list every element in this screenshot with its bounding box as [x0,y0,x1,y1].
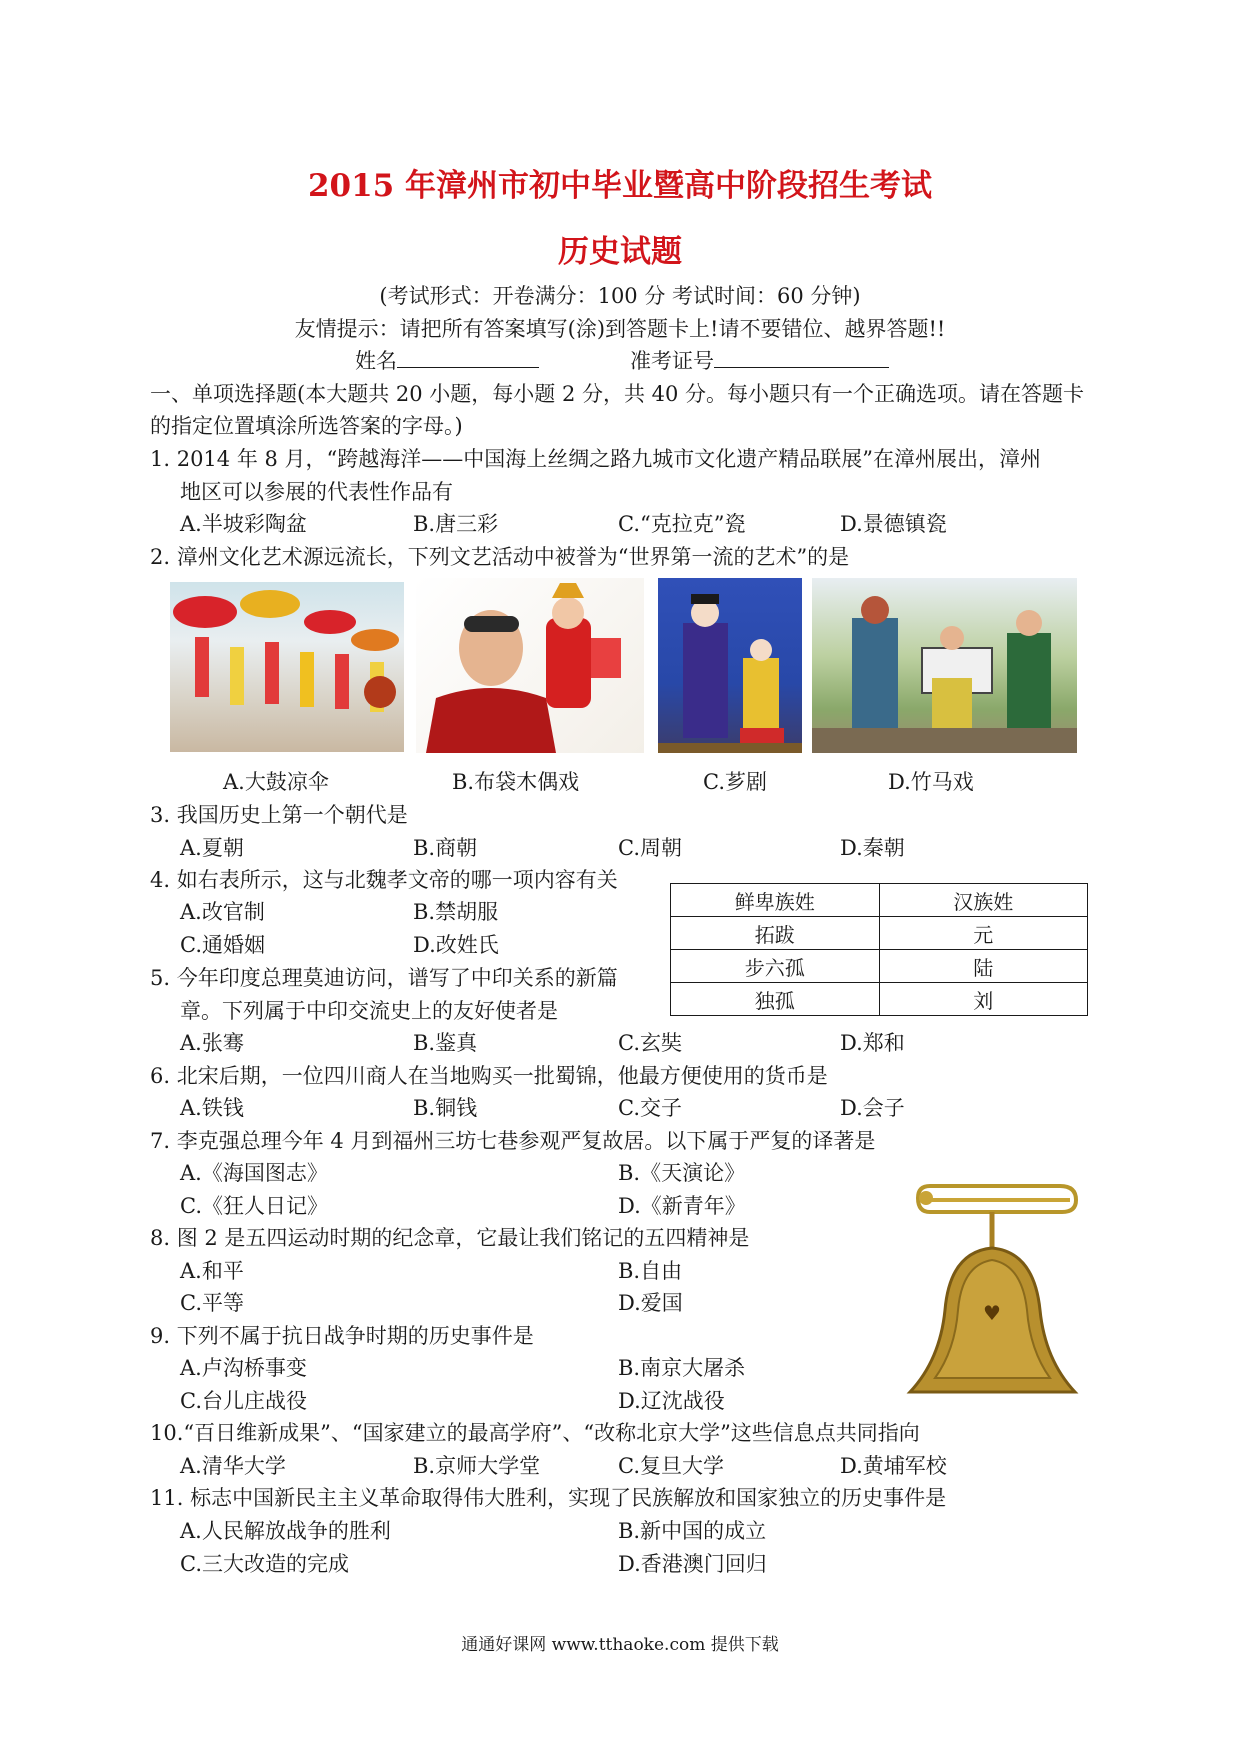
photo-drum-umbrella-dance [170,582,404,752]
q6-stem: 6. 北宋后期，一位四川商人在当地购买一批蜀锦，他最方便使用的货币是 [150,1064,828,1088]
caption-option-c: C.芗剧 [703,770,767,794]
q10-stem: 10.“百日维新成果”、“国家建立的最高学府”、“改称北京大学”这些信息点共同指向 [150,1421,920,1445]
photo-bamboo-horse-opera [812,578,1077,753]
table-row [671,917,1088,950]
q8-option-b: B.自由 [618,1259,683,1283]
q8-option-a: A.和平 [180,1259,244,1283]
table-cell: 步六孤 [671,950,880,983]
footer-source: 通通好课网 www.tthaoke.com 提供下载 [461,1635,779,1655]
q11-option-a: A.人民解放战争的胜利 [180,1519,391,1543]
q8-stem: 8. 图 2 是五四运动时期的纪念章，它最让我们铭记的五四精神是 [150,1226,750,1250]
surname-table [670,883,1088,1016]
q7-option-a: A.《海国图志》 [180,1161,328,1185]
id-label: 准考证号 [630,349,714,373]
table-cell: 元 [879,917,1088,950]
section-heading: 一、单项选择题(本大题共 20 小题，每小题 2 分，共 40 分。每小题只有一个正确选项。请在答题卡 [150,382,1085,406]
q4-option-a: A.改官制 [180,900,265,924]
q1-option-a: A.半坡彩陶盆 [180,512,307,536]
q7-option-b: B.《天演论》 [618,1161,746,1185]
q1-stem: 1. 2014 年 8 月，“跨越海洋——中国海上丝绸之路九城市文化遗产精品联展”在漳州展出，漳州 [150,447,1042,471]
name-blank[interactable] [397,347,539,368]
q11-option-d: D.香港澳门回归 [618,1552,767,1576]
q3-option-c: C.周朝 [618,836,682,860]
exam-subtitle: 历史试题 [558,234,682,270]
q1-option-c: C.“克拉克”瓷 [618,512,746,536]
q10-option-b: B.京师大学堂 [413,1454,541,1478]
q8-option-d: D.爱国 [618,1291,683,1315]
section-heading-cont: 的指定位置填涂所选答案的字母。) [150,414,463,438]
q10-option-a: A.清华大学 [180,1454,286,1478]
q4-option-d: D.改姓氏 [413,933,499,957]
q10-option-d: D.黄埔军校 [840,1454,947,1478]
q5-stem-cont: 章。下列属于中印交流史上的友好使者是 [180,999,558,1023]
q3-option-a: A.夏朝 [180,836,244,860]
q2-stem: 2. 漳州文化艺术源远流长，下列文艺活动中被誉为“世界第一流的艺术”的是 [150,545,850,569]
badge-heart-icon: ♥ [983,1301,1001,1325]
photo-xiang-opera [658,578,802,753]
name-field[interactable] [355,345,539,375]
q6-option-a: A.铁钱 [180,1096,244,1120]
q6-option-d: D.会子 [840,1096,905,1120]
table-cell: 独孤 [671,983,880,1016]
q7-option-d: D.《新青年》 [618,1194,746,1218]
q6-option-b: B.铜钱 [413,1096,478,1120]
q3-option-d: D.秦朝 [840,836,905,860]
may-fourth-badge-image [900,1170,1085,1405]
exam-title: 2015 年漳州市初中毕业暨高中阶段招生考试 [307,168,933,204]
q3-option-b: B.商朝 [413,836,478,860]
q9-option-d: D.辽沈战役 [618,1389,725,1413]
table-cell: 陆 [879,950,1088,983]
caption-option-b: B.布袋木偶戏 [452,770,580,794]
table-header-cell: 鲜卑族姓 [671,884,880,917]
table-cell: 刘 [879,983,1088,1016]
q5-option-a: A.张骞 [180,1031,244,1055]
q5-option-b: B.鉴真 [413,1031,478,1055]
table-header-cell: 汉族姓 [879,884,1088,917]
q9-option-b: B.南京大屠杀 [618,1356,746,1380]
id-blank[interactable] [714,347,889,368]
q4-option-b: B.禁胡服 [413,900,499,924]
q5-option-c: C.玄奘 [618,1031,682,1055]
q11-stem: 11. 标志中国新民主主义革命取得伟大胜利，实现了民族解放和国家独立的历史事件是 [150,1486,947,1510]
exam-info: (考试形式：开卷满分：100 分 考试时间：60 分钟) [379,284,861,308]
q8-option-c: C.平等 [180,1291,244,1315]
q6-option-c: C.交子 [618,1096,682,1120]
q3-stem: 3. 我国历史上第一个朝代是 [150,803,408,827]
q9-option-a: A.卢沟桥事变 [180,1356,307,1380]
q11-option-b: B.新中国的成立 [618,1519,767,1543]
table-row [671,983,1088,1016]
table-row [671,950,1088,983]
q1-stem-cont: 地区可以参展的代表性作品有 [180,480,453,504]
q7-stem: 7. 李克强总理今年 4 月到福州三坊七巷参观严复故居。以下属于严复的译著是 [150,1129,876,1153]
table-cell: 拓跋 [671,917,880,950]
q10-option-c: C.复旦大学 [618,1454,724,1478]
q1-option-b: B.唐三彩 [413,512,499,536]
q7-option-c: C.《狂人日记》 [180,1194,328,1218]
id-field[interactable] [630,345,889,375]
photo-puppet-show [416,578,644,753]
q4-stem: 4. 如右表所示，这与北魏孝文帝的哪一项内容有关 [150,868,618,892]
table-header-row [671,884,1088,917]
q5-stem: 5. 今年印度总理莫迪访问，谱写了中印关系的新篇 [150,966,618,990]
q1-option-d: D.景德镇瓷 [840,512,947,536]
q5-option-d: D.郑和 [840,1031,905,1055]
friendly-tip: 友情提示：请把所有答案填写(涂)到答题卡上!请不要错位、越界答题!! [294,317,946,341]
q9-stem: 9. 下列不属于抗日战争时期的历史事件是 [150,1324,534,1348]
caption-option-d: D.竹马戏 [888,770,974,794]
q9-option-c: C.台儿庄战役 [180,1389,307,1413]
caption-option-a: A.大鼓凉伞 [223,770,329,794]
q11-option-c: C.三大改造的完成 [180,1552,349,1576]
name-label: 姓名 [355,349,397,373]
q4-option-c: C.通婚姻 [180,933,265,957]
